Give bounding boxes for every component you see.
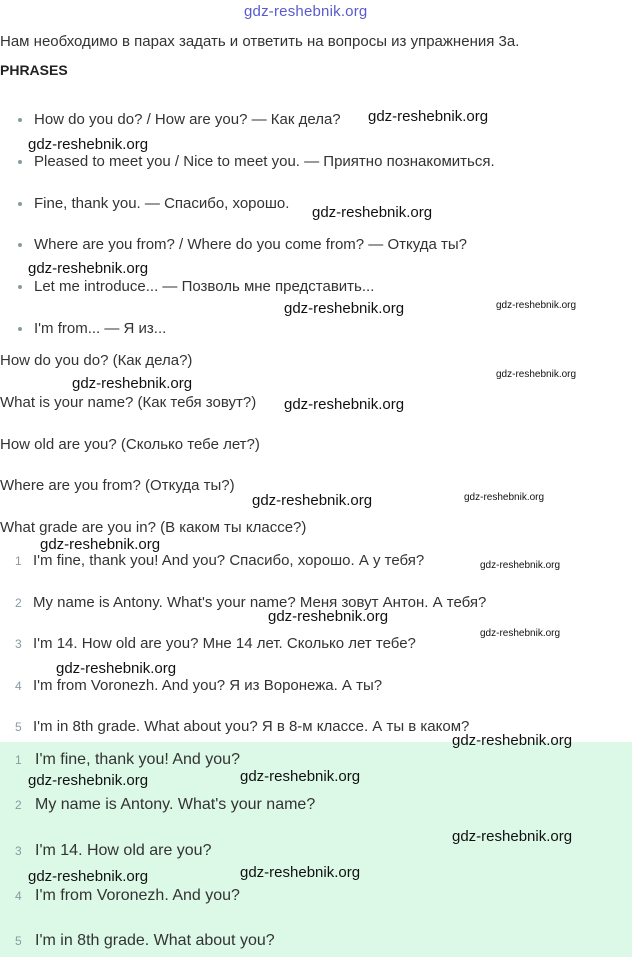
- phrases-heading: PHRASES: [0, 62, 68, 78]
- bullet-icon: [18, 285, 22, 289]
- watermark: gdz-reshebnik.org: [240, 768, 361, 785]
- watermark: gdz-reshebnik.org: [496, 300, 577, 311]
- answer-line: 3 I'm 14. How old are you?: [15, 842, 212, 859]
- question-line: How old are you? (Сколько тебе лет?): [0, 436, 260, 453]
- watermark: gdz-reshebnik.org: [72, 375, 193, 392]
- watermark: gdz-reshebnik.org: [284, 396, 405, 413]
- bullet-icon: [18, 202, 22, 206]
- phrase-item: How do you do? / How are you? — Как дела?: [18, 111, 341, 128]
- watermark: gdz-reshebnik.org: [28, 260, 149, 277]
- answer-line: 5 I'm in 8th grade. What about you?: [15, 932, 275, 949]
- phrase-item: Pleased to meet you / Nice to meet you. — Приятно познакомиться.: [18, 153, 495, 170]
- phrase-item: I'm from... — Я из...: [18, 320, 166, 337]
- bullet-icon: [18, 327, 22, 331]
- watermark: gdz-reshebnik.org: [240, 864, 361, 881]
- watermark: gdz-reshebnik.org: [480, 628, 561, 639]
- bullet-icon: [18, 160, 22, 164]
- watermark: gdz-reshebnik.org: [312, 204, 433, 221]
- question-line: What grade are you in? (В каком ты классе?): [0, 519, 307, 536]
- intro-text: Нам необходимо в парах задать и ответить на вопросы из упражнения 3а.: [0, 33, 520, 50]
- translated-answer: 3 I'm 14. How old are you? Мне 14 лет. Сколько лет тебе?: [15, 635, 416, 652]
- watermark: gdz-reshebnik.org: [496, 369, 577, 380]
- answer-line: 4 I'm from Voronezh. And you?: [15, 887, 240, 904]
- watermark: gdz-reshebnik.org: [268, 608, 389, 625]
- watermark: gdz-reshebnik.org: [252, 492, 373, 509]
- watermark: gdz-reshebnik.org: [464, 492, 545, 503]
- watermark: gdz-reshebnik.org: [28, 772, 149, 789]
- translated-answer: 4 I'm from Voronezh. And you? Я из Воронежа. А ты?: [15, 677, 383, 694]
- question-line: Where are you from? (Откуда ты?): [0, 477, 235, 494]
- phrase-item: Where are you from? / Where do you come from? — Откуда ты?: [18, 236, 467, 253]
- translated-answer: 2 My name is Antony. What's your name? Меня зовут Антон. А тебя?: [15, 594, 487, 611]
- header-watermark: gdz-reshebnik.org: [244, 3, 368, 20]
- question-line: How do you do? (Как дела?): [0, 352, 193, 369]
- answer-line: 1 I'm fine, thank you! And you?: [15, 751, 240, 768]
- phrase-item: Fine, thank you. — Спасибо, хорошо.: [18, 195, 289, 212]
- watermark: gdz-reshebnik.org: [452, 828, 573, 845]
- translated-answer: 1 I'm fine, thank you! And you? Спасибо, хорошо. А у тебя?: [15, 552, 425, 569]
- watermark: gdz-reshebnik.org: [28, 868, 149, 885]
- watermark: gdz-reshebnik.org: [480, 560, 561, 571]
- bullet-icon: [18, 243, 22, 247]
- watermark: gdz-reshebnik.org: [284, 300, 405, 317]
- phrase-item: Let me introduce... — Позволь мне представить...: [18, 278, 374, 295]
- watermark: gdz-reshebnik.org: [368, 108, 489, 125]
- watermark: gdz-reshebnik.org: [56, 660, 177, 677]
- bullet-icon: [18, 118, 22, 122]
- translated-answer: 5 I'm in 8th grade. What about you? Я в 8-м классе. А ты в каком?: [15, 718, 470, 735]
- question-line: What is your name? (Как тебя зовут?): [0, 394, 257, 411]
- watermark: gdz-reshebnik.org: [28, 136, 149, 153]
- watermark: gdz-reshebnik.org: [452, 732, 573, 749]
- watermark: gdz-reshebnik.org: [40, 536, 161, 553]
- answer-line: 2 My name is Antony. What's your name?: [15, 796, 316, 813]
